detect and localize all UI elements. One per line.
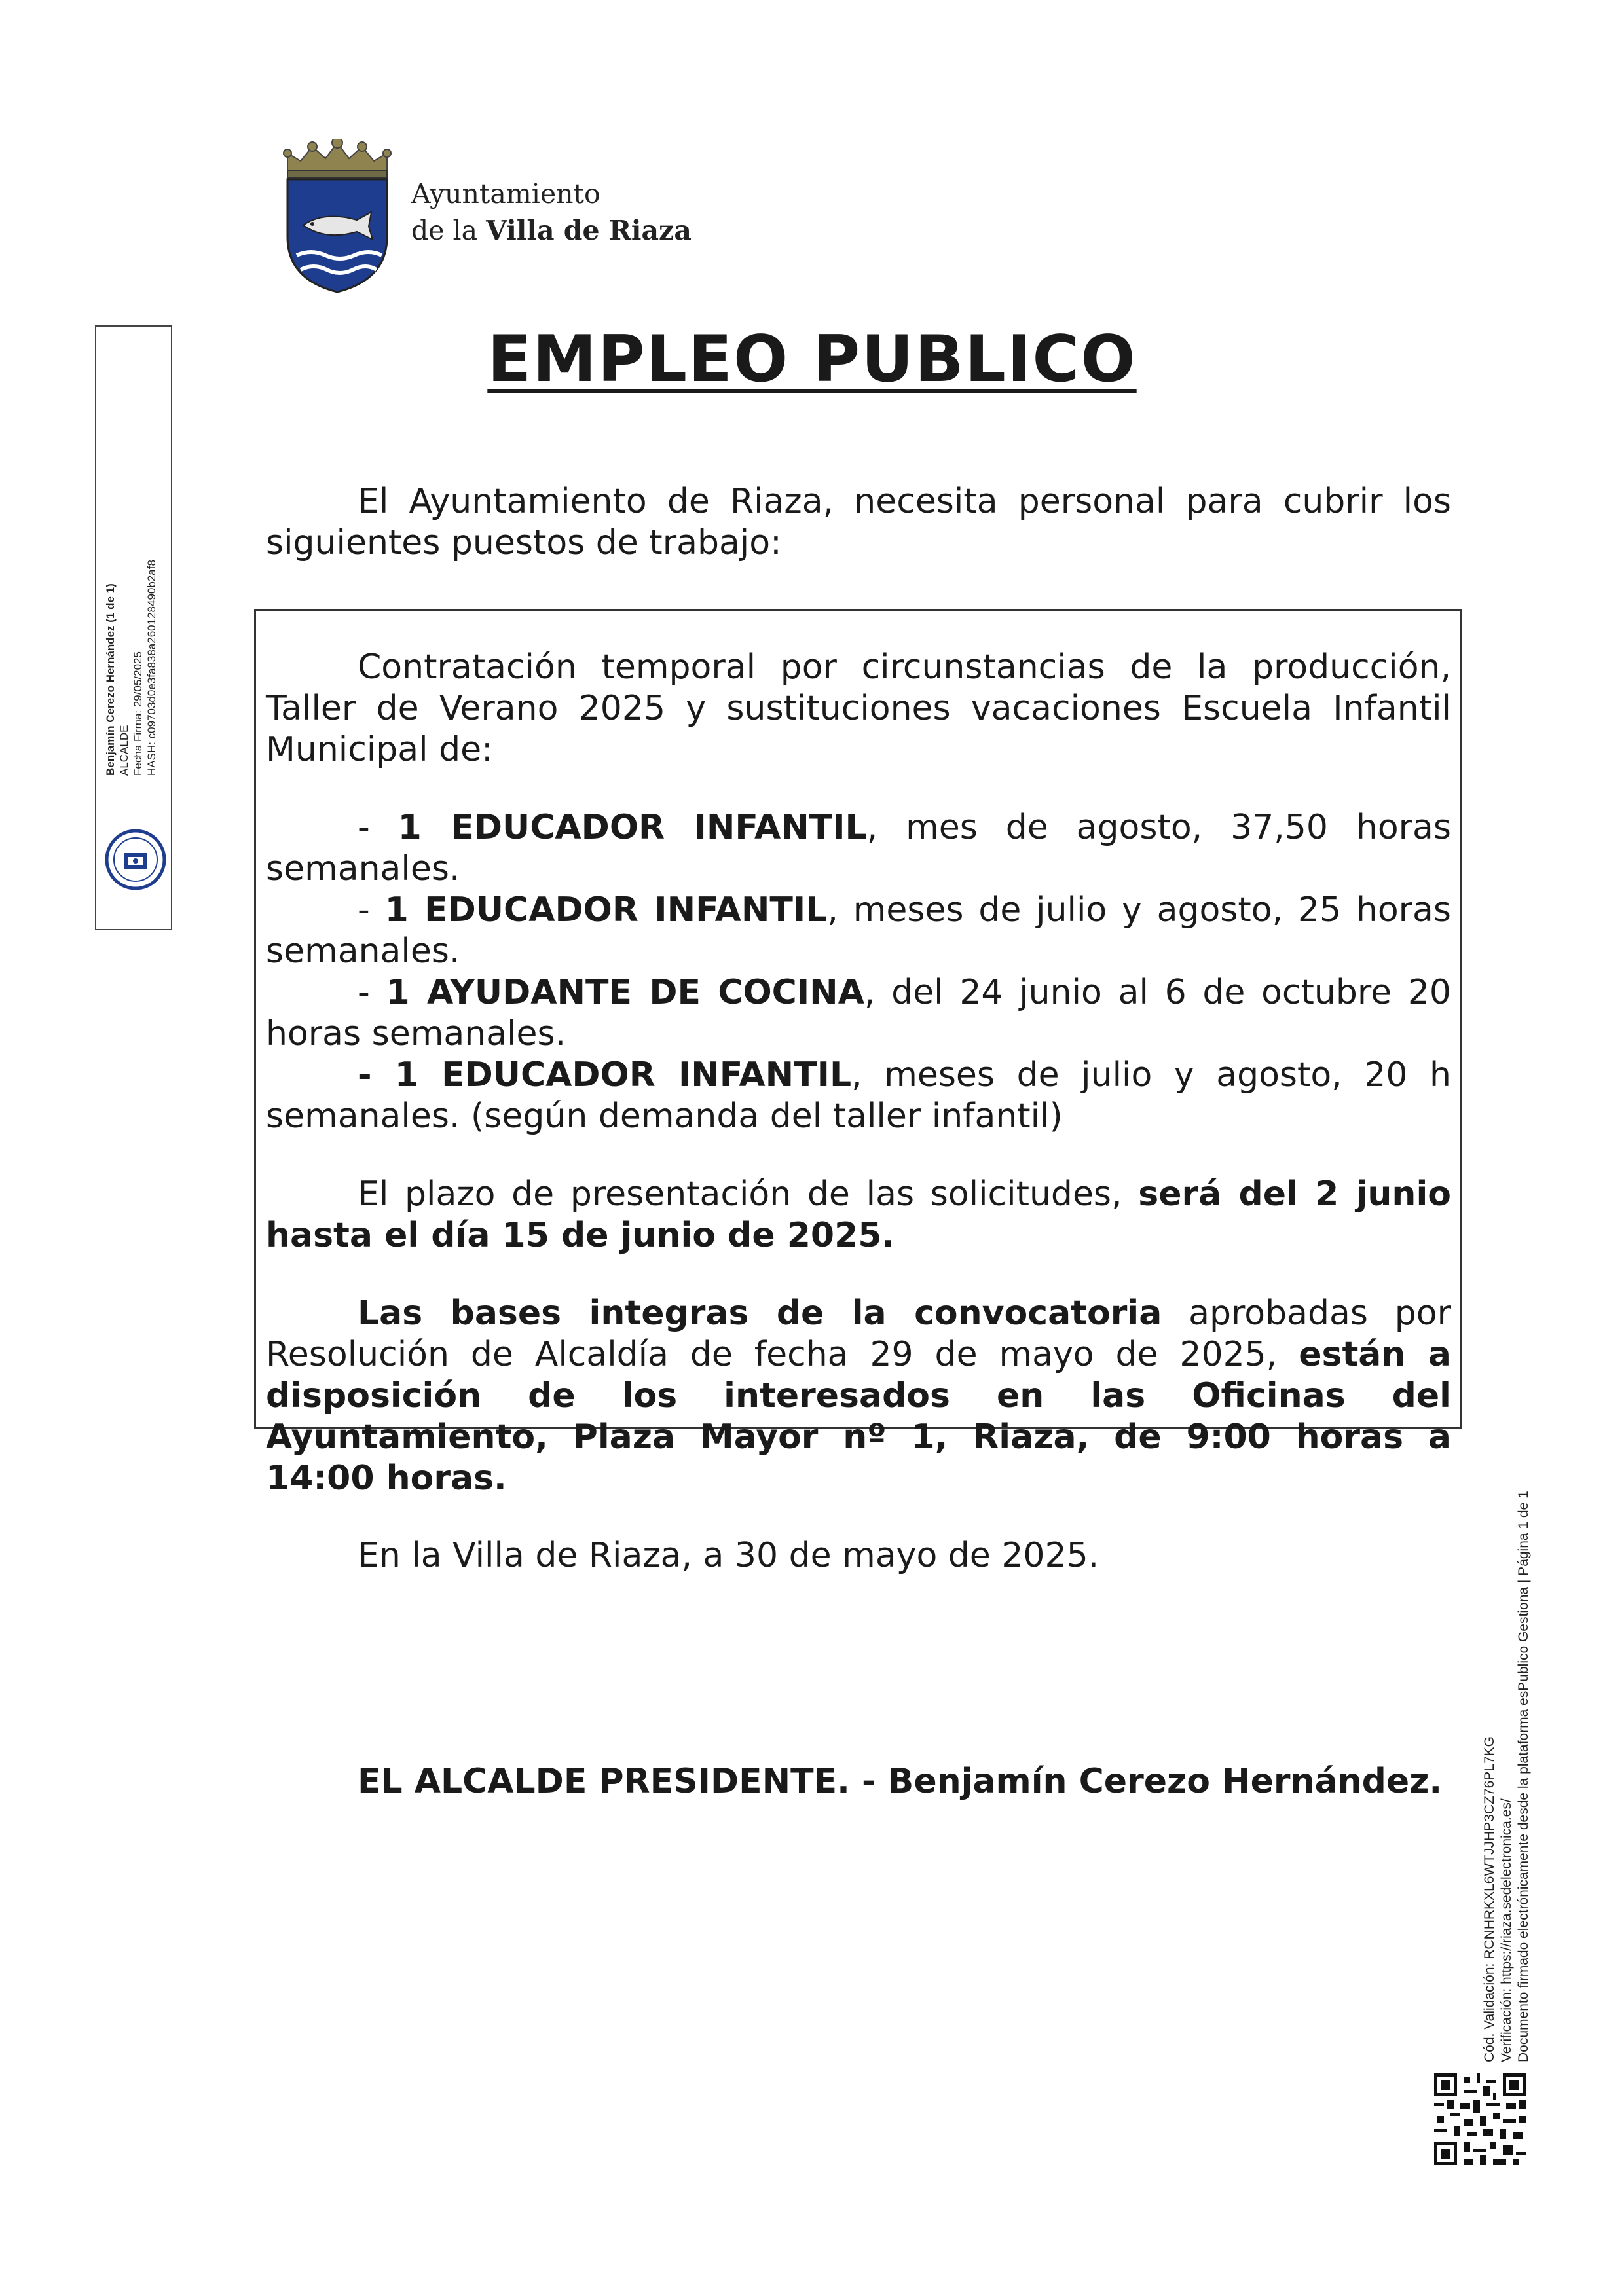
position-title: 1 AYUDANTE DE COCINA: [386, 973, 864, 1012]
deadline-dates: será del 2 junio hasta el día 15 de junio de 2025.: [266, 1175, 1452, 1255]
signer-role: ALCALDE: [118, 725, 130, 776]
qr-code-icon: [1434, 2073, 1526, 2165]
position-item: [266, 890, 1451, 972]
position-details: , del 24 junio al 6 de octubre 20 horas semanales.: [266, 973, 1451, 1053]
position-item: [266, 807, 1451, 890]
position-item: [266, 972, 1451, 1055]
position-details: , meses de julio y agosto, 25 horas semanales.: [266, 890, 1451, 971]
org-name-line2: [411, 212, 692, 249]
position-details: , mes de agosto, 37,50 horas semanales.: [266, 808, 1451, 888]
validation-code: Cód. Validación: RCNHRKXL6WTJJHP3CZ76PL7KG: [1482, 1736, 1497, 2062]
position-title: 1 EDUCADOR INFANTIL: [397, 808, 867, 847]
position-dash: -: [358, 890, 385, 930]
page-title: [0, 322, 1624, 397]
bases-title: Las bases integras de la convocatoria: [358, 1294, 1162, 1333]
org-name-bold: Villa de Riaza: [486, 215, 692, 246]
contract-paragraph: Contratación temporal por circunstancias de la producción, Taller de Verano 2025 y sustituciones vacaciones Escuela Infantil Municipal de:: [266, 647, 1451, 769]
bases-resolution: aprobadas por Resolución de Alcaldía de fecha 29 de mayo de 2025,: [266, 1294, 1451, 1374]
town-crest-logo: [278, 139, 396, 295]
signature-hash: HASH: c09703d0e3fa838a260128490b2af8: [145, 560, 158, 776]
signer: EL ALCALDE PRESIDENTE. - Benjamín Cerezo Hernández.: [358, 1762, 1443, 1801]
page-title-text: EMPLEO PUBLICO: [487, 322, 1137, 397]
position-details: , meses de julio y agosto, 20 h semanales. (según demanda del taller infantil): [266, 1055, 1451, 1136]
intro-paragraph: El Ayuntamiento de Riaza, necesita personal para cubrir los siguientes puestos de trabajo:: [266, 482, 1451, 562]
bases-location: están a disposición de los interesados en las Oficinas del Ayuntamiento, Plaza Mayor nº 1, Riaza, de 9:00 horas a 14:00 horas.: [266, 1335, 1451, 1498]
deadline-intro: El plazo de presentación de las solicitudes,: [358, 1175, 1139, 1214]
deadline-paragraph: [266, 1174, 1451, 1256]
position-item: [266, 1055, 1451, 1137]
org-name-prefix: de la: [411, 215, 487, 246]
official-seal-icon: [104, 828, 167, 891]
verification-url: Verificación: https://riaza.sedelectronica.es/: [1499, 1798, 1514, 2062]
position-dash: -: [358, 973, 386, 1012]
place-date: En la Villa de Riaza, a 30 de mayo de 2025.: [358, 1536, 1099, 1575]
position-dash: -: [358, 1055, 395, 1095]
signer-name: Benjamín Cerezo Hernández (1 de 1): [104, 583, 117, 776]
position-title: 1 EDUCADOR INFANTIL: [384, 890, 828, 930]
bases-paragraph: [266, 1293, 1451, 1499]
org-name-line1: Ayuntamiento: [411, 178, 600, 210]
position-dash: -: [358, 808, 398, 847]
position-title: 1 EDUCADOR INFANTIL: [394, 1055, 852, 1095]
signature-date: Fecha Firma: 29/05/2025: [132, 651, 144, 776]
job-offer-content: [266, 647, 1451, 1499]
document-signed-note: Documento firmado electrónicamente desde la plataforma esPublico Gestiona | Página 1 de 1: [1516, 1491, 1531, 2062]
